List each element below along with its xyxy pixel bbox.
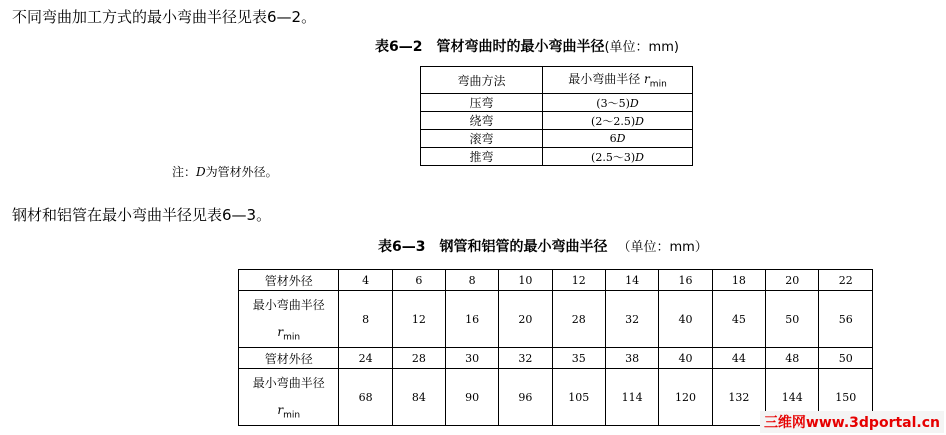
table1-header-radius-label: 最小弯曲半径: [568, 72, 641, 87]
table1-radius-cell: [543, 94, 693, 112]
table1-radius-value: 6: [609, 132, 617, 145]
table2-radius-symbol-wrap: [239, 403, 338, 420]
table1-note-var: D: [196, 165, 206, 179]
table2-radius-cell: 12: [392, 291, 445, 348]
table2-od-cell: 38: [605, 348, 658, 369]
table1-radius-cell: [543, 112, 693, 130]
table1-radius-value: (2.5～3): [591, 150, 636, 164]
table1-radius-var: D: [635, 114, 644, 128]
table1-bend-radius-by-method: [420, 66, 693, 166]
table-row: [239, 270, 873, 291]
table2-radius-cell: 150: [819, 369, 873, 426]
table1-method-cell: 压弯: [421, 94, 543, 112]
table2-radius-cell: 132: [712, 369, 765, 426]
site-watermark: 三维网www.3dportal.cn: [760, 411, 944, 433]
table-row: [239, 348, 873, 369]
table1-radius-cell: [543, 148, 693, 166]
table2-radius-cell: 68: [339, 369, 392, 426]
table2-od-cell: 20: [766, 270, 819, 291]
table1-caption-title: 表6—2 管材弯曲时的最小弯曲半径: [375, 39, 605, 55]
intro-paragraph-2: 钢材和铝管在最小弯曲半径见表6—3。: [12, 206, 272, 224]
table2-od-cell: 12: [552, 270, 605, 291]
table2-radius-symbol-wrap: [239, 325, 338, 342]
table1-radius-var: D: [616, 132, 626, 145]
table1-method-cell: 推弯: [421, 148, 543, 166]
table2-od-cell: 48: [766, 348, 819, 369]
table2-radius-subscript: min: [283, 332, 301, 343]
table2-radius-label-text: 最小弯曲半径: [252, 297, 325, 312]
table2-steel-aluminum-bend-radius: [238, 269, 873, 426]
table2-od-cell: 10: [499, 270, 552, 291]
table2-od-cell: 30: [446, 348, 499, 369]
table2-radius-cell: 45: [712, 291, 765, 348]
table2-radius-subscript: min: [283, 410, 301, 421]
table2-caption-unit: （单位：mm）: [617, 240, 708, 255]
table-row: [421, 94, 693, 112]
table2-radius-cell: 114: [605, 369, 658, 426]
table2-od-cell: 18: [712, 270, 765, 291]
table2-radius-label: [239, 291, 339, 348]
table2-od-cell: 8: [446, 270, 499, 291]
table2-od-label: 管材外径: [239, 348, 339, 369]
table2-od-cell: 24: [339, 348, 392, 369]
table2-od-cell: 14: [605, 270, 658, 291]
table2-od-cell: 35: [552, 348, 605, 369]
table2-radius-cell: 56: [819, 291, 873, 348]
table2-od-cell: 40: [659, 348, 712, 369]
table2-radius-cell: 32: [605, 291, 658, 348]
table2-caption: [378, 238, 708, 257]
table2-radius-label-text: 最小弯曲半径: [252, 375, 325, 390]
table2-radius-cell: 96: [499, 369, 552, 426]
table2-od-label: 管材外径: [239, 270, 339, 291]
table2-radius-cell: 40: [659, 291, 712, 348]
table-row: [421, 130, 693, 148]
table-row: [239, 291, 873, 348]
table1-header-radius: [543, 67, 693, 94]
table1-caption: [375, 38, 679, 57]
table1-radius-value: (2～2.5): [591, 114, 636, 128]
table2-od-cell: 28: [392, 348, 445, 369]
table2-radius-cell: 8: [339, 291, 392, 348]
table-row: [421, 148, 693, 166]
table1-header-symbol: r: [644, 72, 650, 87]
table2-od-cell: 32: [499, 348, 552, 369]
table1-radius-value: (3～5): [596, 96, 630, 110]
table2-radius-cell: 90: [446, 369, 499, 426]
table1-method-cell: 绕弯: [421, 112, 543, 130]
table2-radius-symbol: r: [277, 324, 284, 339]
table1-note-text: 为管材外径。: [205, 165, 278, 179]
table1-note-prefix: 注：: [172, 165, 197, 179]
table2-od-cell: 44: [712, 348, 765, 369]
table2-caption-title: 表6—3 钢管和铝管的最小弯曲半径: [378, 239, 608, 255]
table1-radius-cell: [543, 130, 693, 148]
table2-radius-cell: 105: [552, 369, 605, 426]
table1-header-method: 弯曲方法: [421, 67, 543, 94]
table2-radius-cell: 144: [766, 369, 819, 426]
table1-caption-unit: (单位：mm): [604, 40, 679, 55]
table2-od-cell: 50: [819, 348, 873, 369]
table2-od-cell: 4: [339, 270, 392, 291]
table2-radius-symbol: r: [277, 402, 284, 417]
table2-radius-label: [239, 369, 339, 426]
table2-radius-cell: 28: [552, 291, 605, 348]
table2-od-cell: 22: [819, 270, 873, 291]
table1-radius-var: D: [635, 150, 644, 164]
table2-od-cell: 6: [392, 270, 445, 291]
intro-paragraph-1: 不同弯曲加工方式的最小弯曲半径见表6—2。: [12, 8, 317, 26]
table1-note: [172, 164, 278, 180]
table1-header-row: [421, 67, 693, 94]
table1-header-subscript: min: [649, 79, 667, 90]
table2-radius-cell: 50: [766, 291, 819, 348]
table2-radius-cell: 16: [446, 291, 499, 348]
table2-radius-cell: 84: [392, 369, 445, 426]
table1-radius-var: D: [629, 96, 639, 110]
table-row: [421, 112, 693, 130]
table1-method-cell: 滚弯: [421, 130, 543, 148]
table2-radius-cell: 120: [659, 369, 712, 426]
table2-od-cell: 16: [659, 270, 712, 291]
table2-radius-cell: 20: [499, 291, 552, 348]
